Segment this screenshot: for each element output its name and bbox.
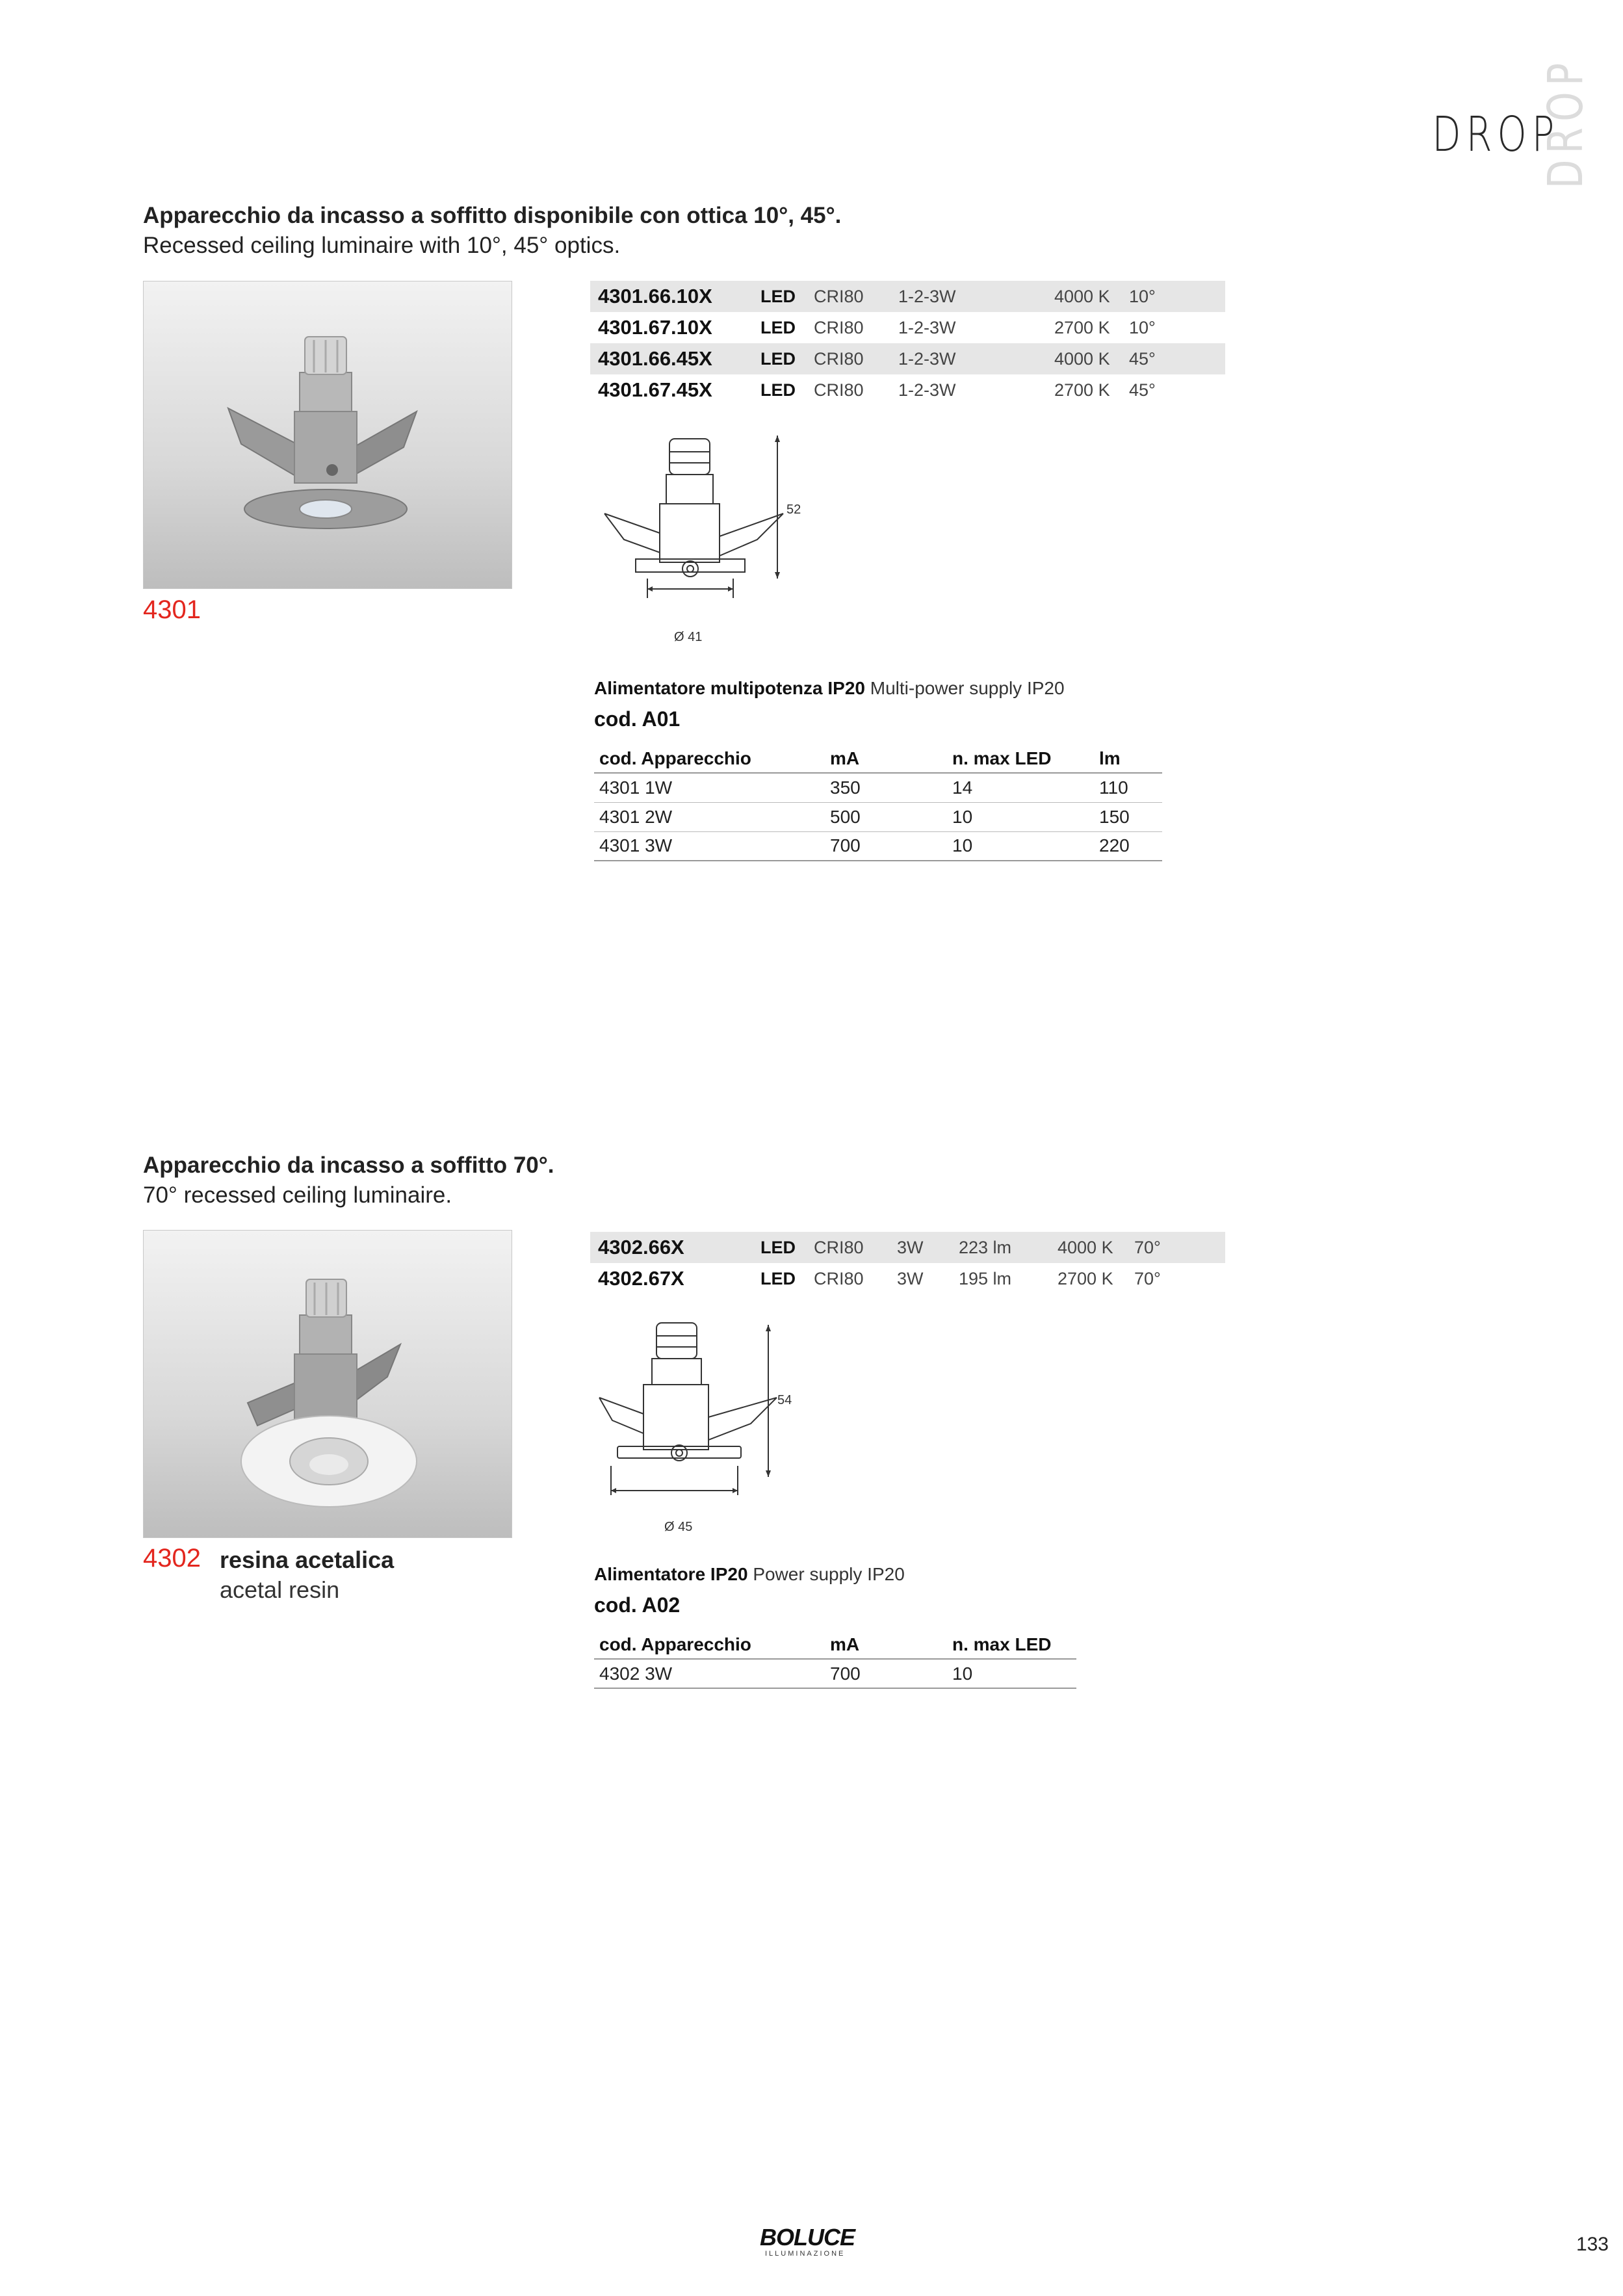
variant-type: LED xyxy=(753,1232,806,1263)
table-row xyxy=(590,312,1225,343)
variant-angle: 10° xyxy=(1129,317,1156,337)
dim-height: 54 xyxy=(777,1393,792,1407)
table-row xyxy=(590,343,1225,374)
boluce-logo xyxy=(756,2222,873,2261)
section2-heading-it: Apparecchio da incasso a soffitto 70°. xyxy=(143,1153,554,1178)
variant-power: 1-2-3W xyxy=(898,317,956,337)
variant-angle: 70° xyxy=(1126,1232,1225,1263)
variant-code: 4302.66X xyxy=(590,1232,753,1263)
table-row xyxy=(594,1659,1076,1688)
table-cell: 700 xyxy=(825,831,947,861)
section2-heading-en: 70° recessed ceiling luminaire. xyxy=(143,1182,452,1208)
variant-temp: 4000 K xyxy=(1046,281,1121,312)
table-cell: 220 xyxy=(1094,831,1162,861)
variant-temp: 4000 K xyxy=(1046,343,1121,374)
variant-angle: 45° xyxy=(1121,343,1225,374)
logo-text: BOLUCE xyxy=(760,2224,855,2250)
model-code-4302: 4302 xyxy=(143,1544,201,1572)
material-it: resina acetalica xyxy=(220,1546,395,1573)
variant-angle: 10° xyxy=(1121,281,1225,312)
variant-code: 4301.67.45X xyxy=(598,378,712,401)
variant-temp: 2700 K xyxy=(1054,317,1110,337)
table-header-row xyxy=(594,744,1162,773)
variant-power: 1-2-3W xyxy=(890,343,1046,374)
table-cell: 10 xyxy=(947,802,1094,831)
psu-label-it: Alimentatore IP20 xyxy=(594,1564,748,1584)
variant-type: LED xyxy=(760,317,796,337)
variant-type: LED xyxy=(760,1268,796,1288)
variant-cri: CRI80 xyxy=(806,343,890,374)
technical-drawing-4302 xyxy=(585,1307,819,1541)
psu-label-4301 xyxy=(594,678,1065,699)
variant-cri: CRI80 xyxy=(814,317,864,337)
variant-cri: CRI80 xyxy=(814,1268,864,1288)
table-cell: 10 xyxy=(947,831,1094,861)
table-row xyxy=(590,281,1225,312)
table-cell: 4301 1W xyxy=(594,773,825,802)
variant-power: 1-2-3W xyxy=(890,281,1046,312)
variant-power: 1-2-3W xyxy=(898,380,956,400)
variant-temp: 2700 K xyxy=(1054,380,1110,400)
section1-heading-it: Apparecchio da incasso a soffitto disponibile con ottica 10°, 45°. xyxy=(143,203,842,228)
psu-table-4302 xyxy=(594,1630,1076,1689)
model-code-4301: 4301 xyxy=(143,595,201,624)
table-header-row xyxy=(594,1630,1076,1659)
variant-temp: 2700 K xyxy=(1058,1268,1113,1288)
variant-cri: CRI80 xyxy=(806,281,890,312)
variant-angle: 70° xyxy=(1134,1268,1161,1288)
psu-label-it: Alimentatore multipotenza IP20 xyxy=(594,678,865,698)
column-header: n. max LED xyxy=(947,1630,1076,1659)
page-number: 133 xyxy=(1576,2234,1609,2255)
psu-label-en: Power supply IP20 xyxy=(753,1564,905,1584)
psu-table-4301 xyxy=(594,744,1162,861)
table-cell: 14 xyxy=(947,773,1094,802)
table-cell: 4302 3W xyxy=(594,1659,825,1688)
table-cell: 110 xyxy=(1094,773,1162,802)
dim-diameter: Ø 45 xyxy=(664,1520,693,1534)
section1-heading-en: Recessed ceiling luminaire with 10°, 45° optics. xyxy=(143,233,621,258)
table-cell: 4301 2W xyxy=(594,802,825,831)
table-cell: 700 xyxy=(825,1659,947,1688)
brand-title: DROP xyxy=(1432,107,1559,163)
variant-type: LED xyxy=(753,281,806,312)
dim-height: 52 xyxy=(786,502,801,517)
variant-lumen: 223 lm xyxy=(951,1232,1050,1263)
table-row xyxy=(590,1263,1225,1294)
column-header: mA xyxy=(825,744,947,773)
column-header: cod. Apparecchio xyxy=(594,1630,825,1659)
variant-type: LED xyxy=(753,343,806,374)
table-row xyxy=(590,374,1225,406)
variant-code: 4302.67X xyxy=(598,1267,684,1290)
table-row xyxy=(594,831,1162,861)
dim-diameter: Ø 41 xyxy=(674,630,703,644)
table-cell: 4301 3W xyxy=(594,831,825,861)
variant-table-4302 xyxy=(590,1232,1225,1294)
column-header: mA xyxy=(825,1630,947,1659)
variant-lumen: 195 lm xyxy=(959,1268,1012,1288)
column-header: lm xyxy=(1094,744,1162,773)
table-row xyxy=(594,773,1162,802)
psu-label-4302 xyxy=(594,1564,905,1585)
table-row xyxy=(590,1232,1225,1263)
psu-code-4301: cod. A01 xyxy=(594,707,681,731)
table-cell: 10 xyxy=(947,1659,1076,1688)
variant-cri: CRI80 xyxy=(814,380,864,400)
variant-power: 3W xyxy=(889,1232,951,1263)
variant-power: 3W xyxy=(897,1268,924,1288)
table-cell: 350 xyxy=(825,773,947,802)
variant-code: 4301.66.45X xyxy=(590,343,753,374)
psu-code-4302: cod. A02 xyxy=(594,1593,681,1617)
table-row xyxy=(594,802,1162,831)
technical-drawing-4301 xyxy=(585,423,819,650)
psu-label-en: Multi-power supply IP20 xyxy=(870,678,1065,698)
product-photo-4301 xyxy=(143,281,512,589)
variant-code: 4301.66.10X xyxy=(590,281,753,312)
column-header: cod. Apparecchio xyxy=(594,744,825,773)
variant-angle: 45° xyxy=(1129,380,1156,400)
material-en: acetal resin xyxy=(220,1576,340,1603)
product-photo-4302 xyxy=(143,1230,512,1538)
variant-temp: 4000 K xyxy=(1050,1232,1126,1263)
variant-type: LED xyxy=(760,380,796,400)
variant-table-4301 xyxy=(590,281,1225,406)
logo-subtext: ILLUMINAZIONE xyxy=(765,2250,846,2258)
table-cell: 150 xyxy=(1094,802,1162,831)
variant-cri: CRI80 xyxy=(806,1232,889,1263)
column-header: n. max LED xyxy=(947,744,1094,773)
brand-vertical-watermark: DROP xyxy=(1538,57,1594,189)
table-cell: 500 xyxy=(825,802,947,831)
variant-code: 4301.67.10X xyxy=(598,316,712,339)
